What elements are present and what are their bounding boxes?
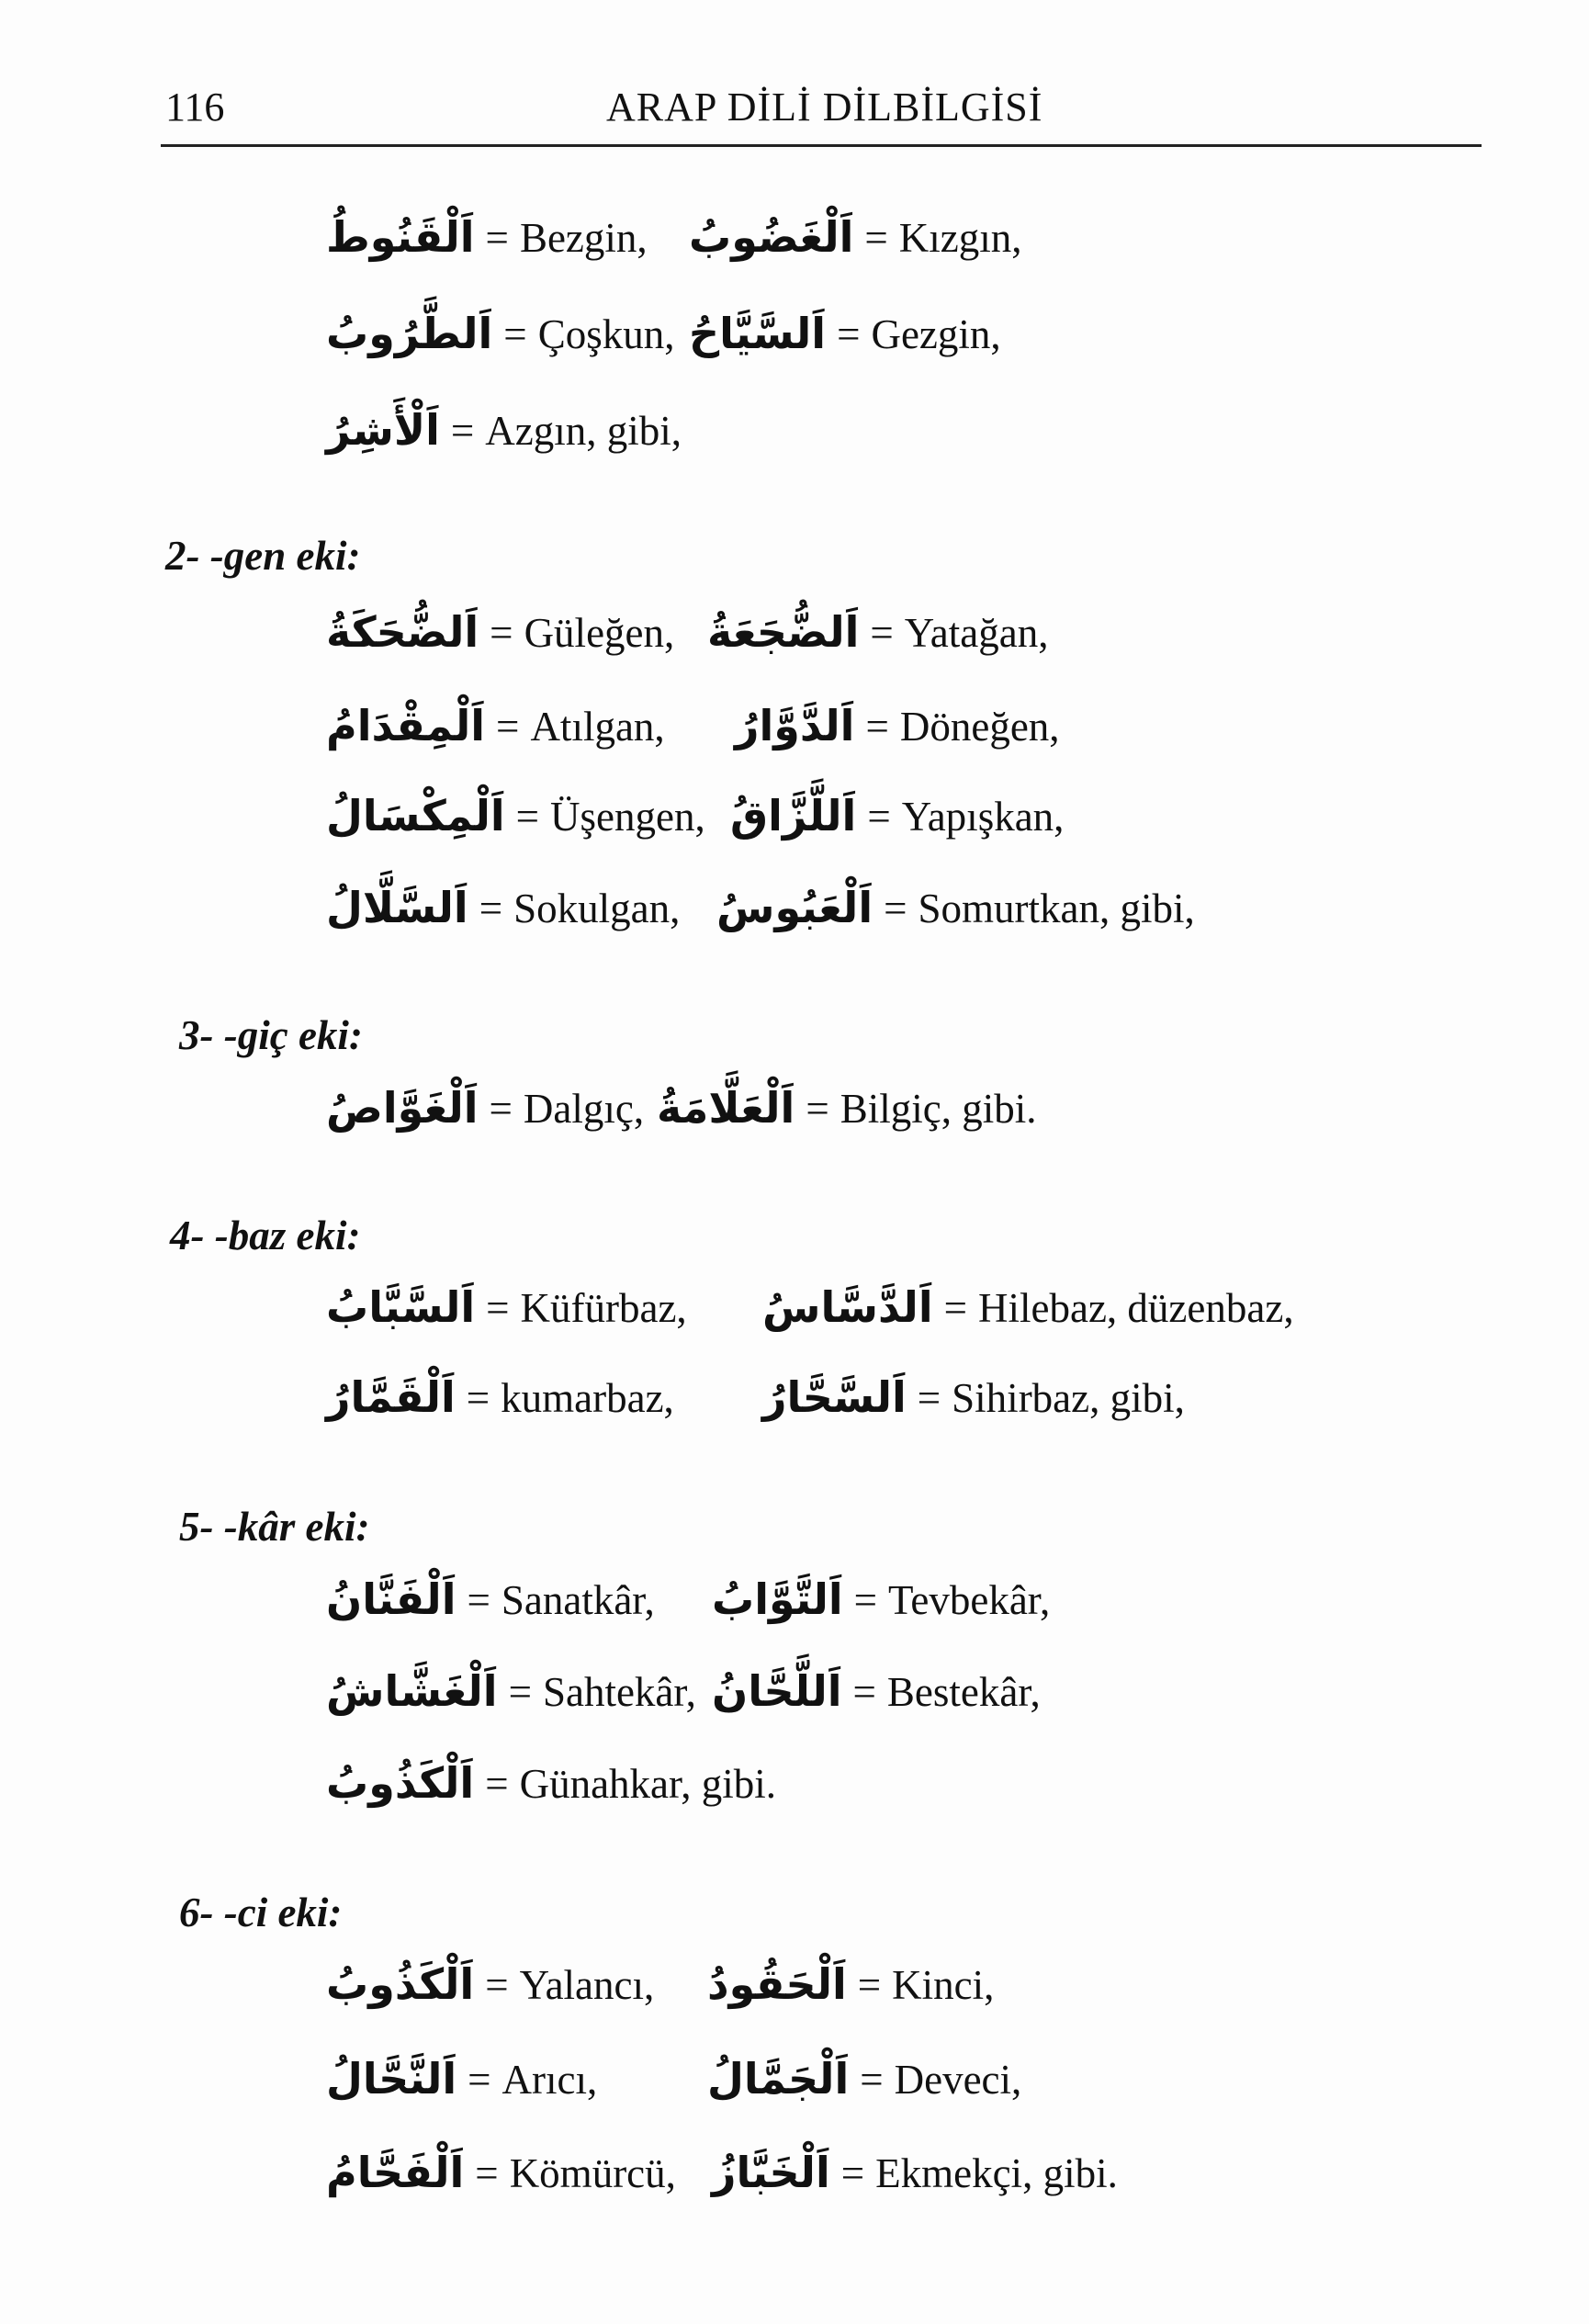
arabic-word: اَللَّزَّاقُ (730, 791, 857, 840)
entry (326, 1959, 655, 2009)
section-heading: 6- -ci eki: (179, 1890, 343, 1935)
entry (326, 1083, 645, 1133)
entry (762, 1372, 1185, 1422)
equals-sign: = (508, 1669, 532, 1715)
turkish-meaning: Hilebaz, düzenbaz, (978, 1285, 1294, 1331)
arabic-word: اَلسَّيَّاحُ (689, 309, 827, 358)
equals-sign: = (837, 311, 861, 357)
equals-sign: = (479, 886, 503, 931)
arabic-word: اَلتَّوَّابُ (712, 1574, 843, 1624)
entry (326, 1282, 687, 1332)
equals-sign: = (860, 2057, 884, 2103)
equals-sign: = (865, 704, 889, 750)
entry (730, 791, 1065, 840)
equals-sign: = (884, 886, 907, 931)
entry (762, 1282, 1294, 1332)
arabic-word: اَلسَّحَّارُ (762, 1372, 907, 1422)
equals-sign: = (840, 2150, 865, 2196)
turkish-meaning: Küfürbaz, (520, 1285, 687, 1331)
entry (326, 883, 681, 932)
turkish-meaning: Üşengen, (550, 794, 705, 840)
equals-sign: = (943, 1285, 967, 1331)
arabic-word: اَلطَّرُوبُ (326, 309, 493, 358)
section-heading: 3- -giç eki: (179, 1012, 363, 1058)
arabic-word: اَلسَّلَّالُ (326, 883, 468, 932)
arabic-word: اَلْعَلَّامَةُ (657, 1083, 795, 1133)
arabic-word: اَلضُّحَكَةُ (326, 607, 479, 657)
equals-sign: = (503, 311, 527, 357)
equals-sign: = (485, 1761, 509, 1807)
equals-sign: = (496, 704, 520, 750)
equals-sign: = (852, 1669, 876, 1715)
equals-sign: = (870, 610, 894, 656)
turkish-meaning: Somurtkan, gibi, (918, 886, 1195, 931)
entry (326, 791, 705, 840)
arabic-word: اَلْعَبُوسُ (716, 883, 873, 932)
arabic-word: اَلْمِقْدَامُ (326, 701, 486, 750)
turkish-meaning: Atılgan, (530, 704, 665, 750)
entry (707, 607, 1049, 657)
turkish-meaning: Kızgın, (898, 215, 1022, 261)
entry (712, 1666, 1041, 1716)
entry (326, 309, 675, 358)
equals-sign: = (468, 2057, 491, 2103)
equals-sign: = (490, 610, 513, 656)
turkish-meaning: Gezgin, (871, 311, 1001, 357)
page-number: 116 (165, 85, 225, 130)
entry (326, 1666, 696, 1716)
entry (326, 2148, 676, 2197)
equals-sign: = (515, 794, 540, 840)
arabic-word: اَلسَّبَّابُ (326, 1282, 476, 1332)
turkish-meaning: Çoşkun, (537, 311, 675, 357)
arabic-word: اَلنَّحَّالُ (326, 2054, 457, 2104)
equals-sign: = (857, 1962, 882, 2008)
arabic-word: اَلْفَحَّامُ (326, 2148, 465, 2197)
equals-sign: = (489, 1086, 513, 1132)
section-heading: 2- -gen eki: (165, 533, 361, 579)
turkish-meaning: Sahtekâr, (542, 1669, 696, 1715)
turkish-meaning: Döneğen, (899, 704, 1060, 750)
equals-sign: = (867, 794, 891, 840)
turkish-meaning: Yatağan, (904, 610, 1049, 656)
turkish-meaning: Kinci, (892, 1962, 995, 2008)
entry (326, 212, 648, 262)
arabic-word: اَلْكَذُوبُ (326, 1758, 475, 1808)
turkish-meaning: Arıcı, (501, 2057, 598, 2103)
arabic-word: اَلْقَمَّارُ (326, 1372, 456, 1422)
equals-sign: = (485, 215, 509, 261)
turkish-meaning: Dalgıç, (523, 1086, 645, 1132)
turkish-meaning: Kömürcü, (509, 2150, 676, 2196)
equals-sign: = (917, 1375, 941, 1421)
entry (326, 2054, 598, 2104)
turkish-meaning: Tevbekâr, (888, 1577, 1051, 1623)
entry (689, 309, 1001, 358)
arabic-word: اَلْفَنَّانُ (326, 1574, 456, 1624)
arabic-word: اَلدَّوَّارُ (735, 701, 855, 750)
arabic-word: اَلدَّسَّاسُ (762, 1282, 933, 1332)
equals-sign: = (853, 1577, 878, 1623)
entry (326, 405, 682, 455)
header-rule (161, 144, 1482, 147)
equals-sign: = (864, 215, 888, 261)
turkish-meaning: Bilgiç, gibi. (840, 1086, 1037, 1132)
equals-sign: = (806, 1086, 829, 1132)
entry (326, 1372, 674, 1422)
arabic-word: اَلْأَشِرُ (326, 405, 440, 455)
turkish-meaning: Güleğen, (524, 610, 675, 656)
entry (326, 1758, 776, 1808)
arabic-word: اَلْمِكْسَالُ (326, 791, 505, 840)
entry (326, 701, 665, 750)
arabic-word: اَلْغَضُوبُ (689, 212, 854, 262)
turkish-meaning: Sihirbaz, gibi, (952, 1375, 1185, 1421)
arabic-word: اَلْجَمَّالُ (707, 2054, 850, 2104)
section-heading: 4- -baz eki: (170, 1213, 361, 1258)
turkish-meaning: Bestekâr, (886, 1669, 1041, 1715)
turkish-meaning: Sanatkâr, (501, 1577, 655, 1623)
arabic-word: اَلضُّجَعَةُ (707, 607, 860, 657)
equals-sign: = (486, 1285, 510, 1331)
entry (735, 701, 1060, 750)
entry (712, 2148, 1118, 2197)
entry (707, 1959, 995, 2009)
running-title: ARAP DİLİ DİLBİLGİSİ (606, 85, 1043, 130)
turkish-meaning: Azgın, gibi, (485, 408, 682, 454)
equals-sign: = (450, 408, 475, 454)
entry (707, 2054, 1022, 2104)
entry (712, 1574, 1051, 1624)
arabic-word: اَلْقَنُوطُ (326, 212, 475, 262)
section-heading: 5- -kâr eki: (179, 1504, 370, 1550)
entry (716, 883, 1195, 932)
equals-sign: = (466, 1375, 490, 1421)
turkish-meaning: Bezgin, (519, 215, 648, 261)
turkish-meaning: Yapışkan, (901, 794, 1065, 840)
arabic-word: اَلْغَوَّاصُ (326, 1083, 479, 1133)
entry (326, 1574, 655, 1624)
turkish-meaning: Yalancı, (519, 1962, 655, 2008)
equals-sign: = (467, 1577, 490, 1623)
arabic-word: اَلْخَبَّازُ (712, 2148, 830, 2197)
turkish-meaning: Sokulgan, (513, 886, 681, 931)
turkish-meaning: Deveci, (894, 2057, 1022, 2103)
entry (657, 1083, 1037, 1133)
entry (326, 607, 675, 657)
arabic-word: اَلْحَقُودُ (707, 1959, 847, 2009)
entry (689, 212, 1022, 262)
equals-sign: = (475, 2150, 499, 2196)
equals-sign: = (485, 1962, 509, 2008)
arabic-word: اَلْكَذُوبُ (326, 1959, 475, 2009)
turkish-meaning: Günahkar, gibi. (519, 1761, 776, 1807)
arabic-word: اَلْغَشَّاشُ (326, 1666, 498, 1716)
arabic-word: اَللَّحَّانُ (712, 1666, 842, 1716)
turkish-meaning: kumarbaz, (501, 1375, 674, 1421)
turkish-meaning: Ekmekçi, gibi. (875, 2150, 1118, 2196)
